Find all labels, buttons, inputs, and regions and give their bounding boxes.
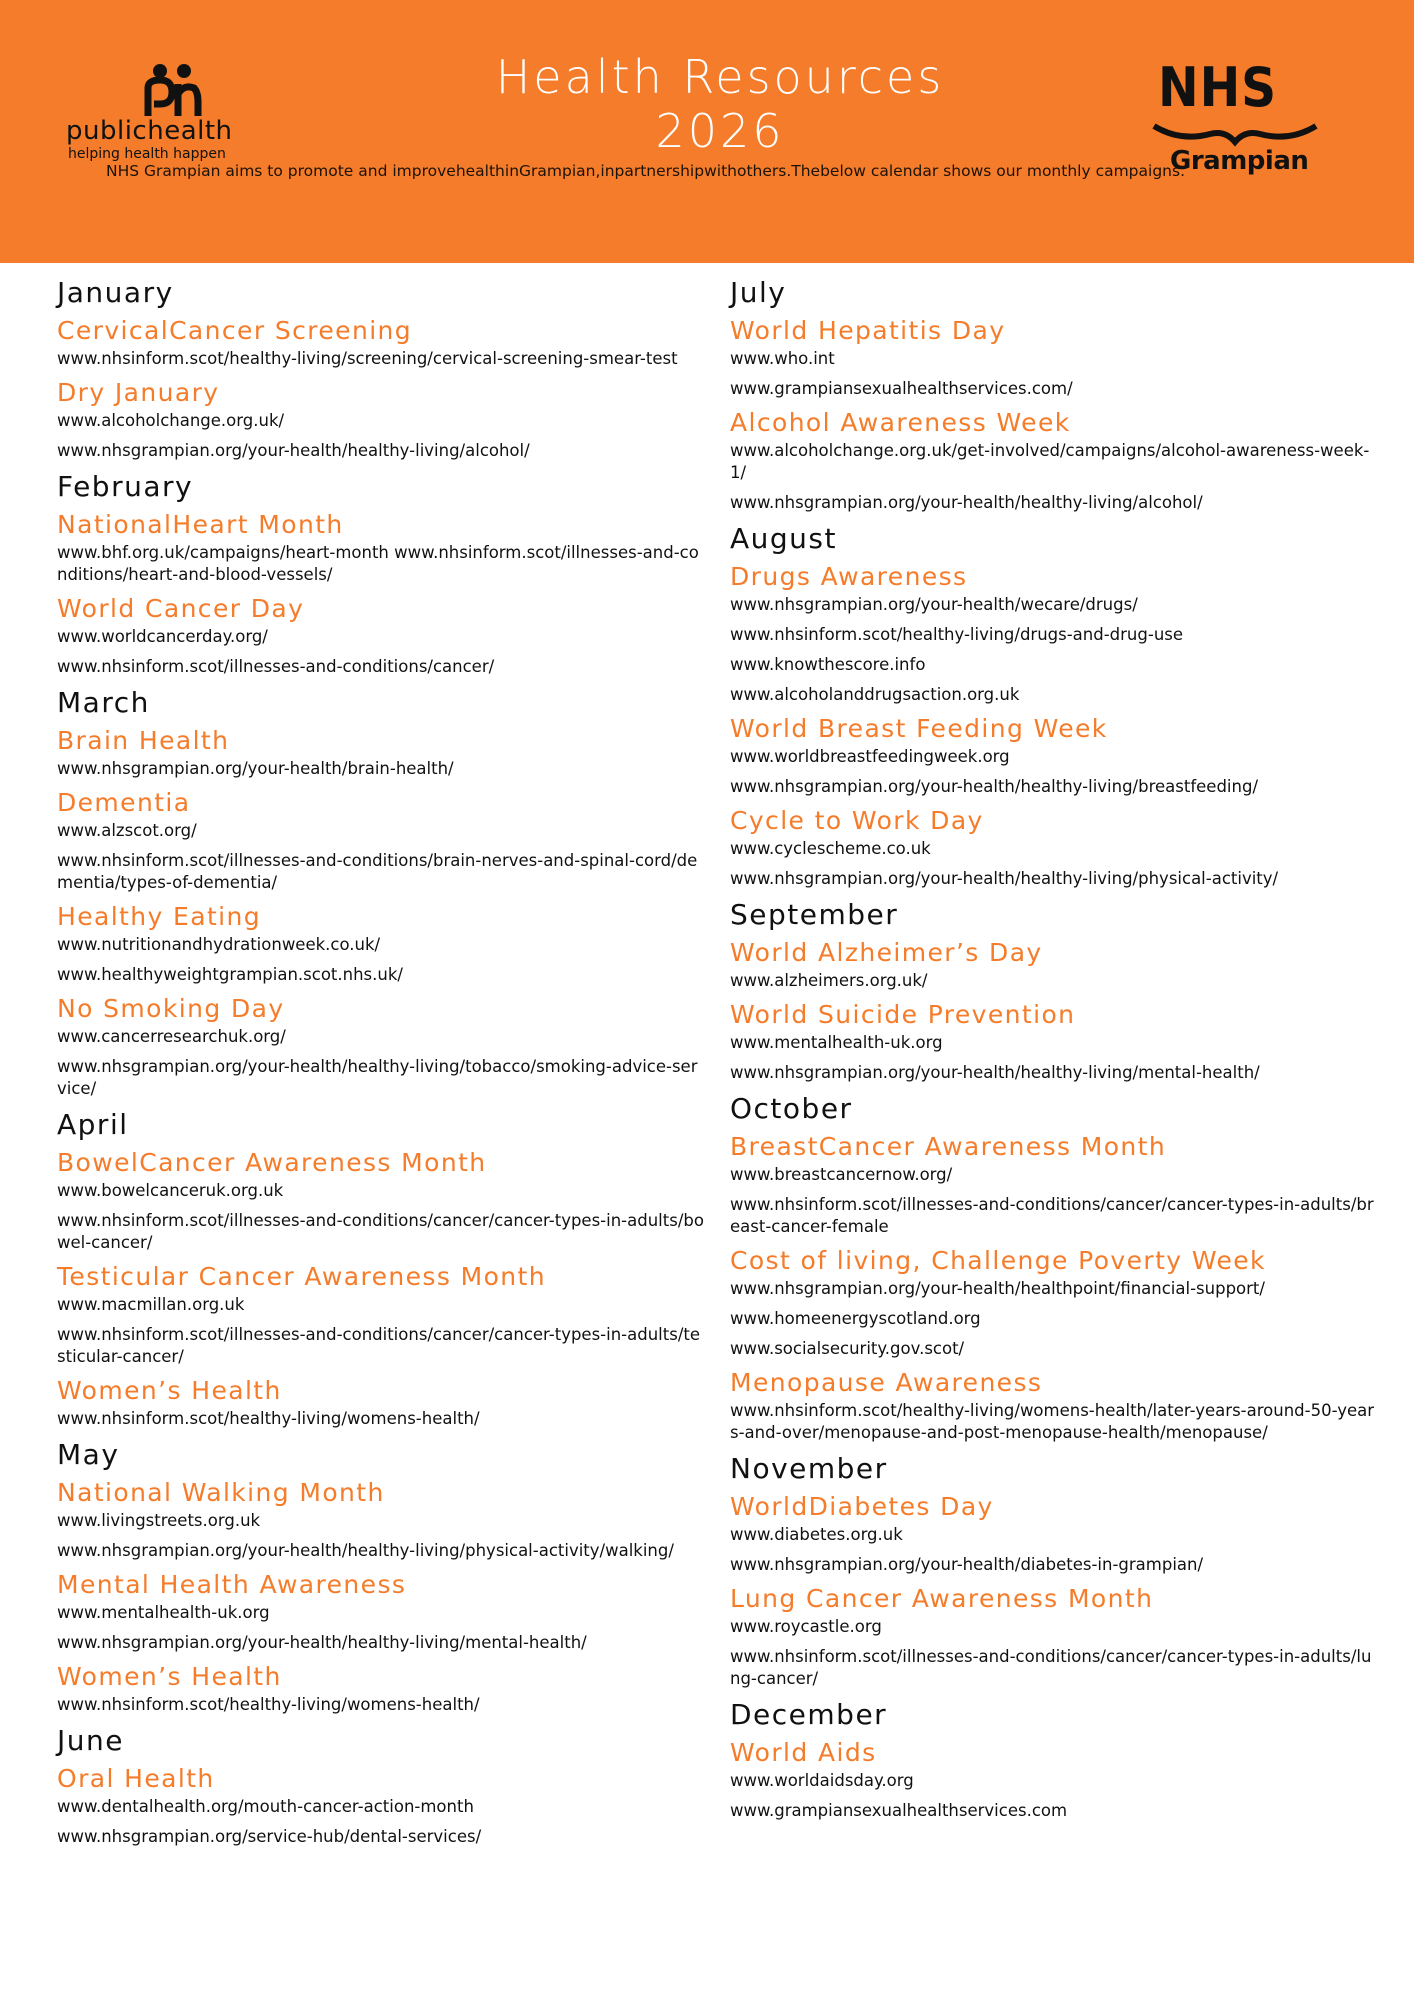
month-section — [57, 1724, 707, 1848]
resource-link[interactable]: www.alcoholchange.org.uk/ — [57, 411, 285, 430]
campaign-title: CervicalCancer Screening — [57, 316, 413, 345]
month-heading: November — [730, 1452, 888, 1485]
resource-link[interactable]: www.nhsgrampian.org/your-health/diabetes-in-grampian/ — [730, 1555, 1204, 1574]
resource-link[interactable]: www.nhsgrampian.org/your-health/healthy-living/mental-health/ — [57, 1633, 587, 1652]
month-heading: October — [730, 1092, 853, 1125]
month-section — [730, 898, 1380, 1084]
month-section — [730, 1698, 1380, 1822]
resource-link[interactable]: www.nhsgrampian.org/your-health/healthy-living/alcohol/ — [57, 441, 530, 460]
resource-link[interactable]: www.nhsinform.scot/illnesses-and-conditions/cancer/cancer-types-in-adults/bowel-cancer/ — [57, 1211, 704, 1252]
month-section — [730, 1452, 1380, 1690]
month-section — [57, 686, 707, 1100]
campaign-title: World Suicide Prevention — [730, 1000, 1076, 1029]
resource-link[interactable]: www.alcoholchange.org.uk/get-involved/campaigns/alcohol-awareness-week-1/ — [730, 441, 1370, 482]
campaign-title: No Smoking Day — [57, 994, 285, 1023]
resource-link[interactable]: www.nhsinform.scot/illnesses-and-conditions/cancer/cancer-types-in-adults/testicular-cancer/ — [57, 1325, 701, 1366]
month-heading: May — [57, 1438, 120, 1471]
campaign-title: World Hepatitis Day — [730, 316, 1006, 345]
campaign-title: Cycle to Work Day — [730, 806, 984, 835]
month-heading: August — [730, 522, 837, 555]
resource-link[interactable]: www.nhsinform.scot/illnesses-and-conditions/brain-nerves-and-spinal-cord/dementia/types-of-dementia/ — [57, 851, 698, 892]
campaign-title: Testicular Cancer Awareness Month — [57, 1262, 546, 1291]
campaign-title: Drugs Awareness — [730, 562, 968, 591]
campaign-title: Healthy Eating — [57, 902, 262, 931]
campaign-title: Oral Health — [57, 1764, 215, 1793]
nhs-wordmark: NHS — [1158, 56, 1278, 119]
left-column — [57, 272, 707, 1856]
month-section — [57, 470, 707, 678]
resource-link[interactable]: www.grampiansexualhealthservices.com — [730, 1801, 1068, 1820]
month-heading: February — [57, 470, 194, 503]
resource-link[interactable]: www.socialsecurity.gov.scot/ — [730, 1339, 965, 1358]
resource-link[interactable]: www.nhsgrampian.org/your-health/healthy-living/physical-activity/walking/ — [57, 1541, 674, 1560]
campaign-title: NationalHeart Month — [57, 510, 344, 539]
resource-link[interactable]: www.worldbreastfeedingweek.org — [730, 747, 1010, 766]
resource-link[interactable]: www.nhsinform.scot/illnesses-and-conditions/cancer/ — [57, 657, 495, 676]
right-column — [730, 272, 1380, 1830]
public-health-logo — [66, 62, 286, 162]
nhs-region-name: Grampian — [1170, 146, 1309, 176]
campaign-title: BreastCancer Awareness Month — [730, 1132, 1167, 1161]
resource-link[interactable]: www.homeenergyscotland.org — [730, 1309, 981, 1328]
intro-text: NHS Grampian aims to promote and improvehealthinGrampian,inpartnershipwithothers.Thebelow calendar shows our monthly campaigns. — [106, 162, 1185, 180]
campaign-title: World Alzheimer’s Day — [730, 938, 1043, 967]
resource-link[interactable]: www.nhsinform.scot/healthy-living/drugs-and-drug-use — [730, 625, 1184, 644]
month-heading: June — [57, 1724, 124, 1757]
resource-link[interactable]: www.nhsgrampian.org/service-hub/dental-services/ — [57, 1827, 482, 1846]
resource-link[interactable]: www.dentalhealth.org/mouth-cancer-action-month — [57, 1797, 474, 1816]
campaign-title: Women’s Health — [57, 1376, 282, 1405]
campaign-title: WorldDiabetes Day — [730, 1492, 994, 1521]
resource-link[interactable]: www.macmillan.org.uk — [57, 1295, 245, 1314]
month-section — [730, 1092, 1380, 1444]
resource-link[interactable]: www.nutritionandhydrationweek.co.uk/ — [57, 935, 381, 954]
resource-link[interactable]: www.nhsgrampian.org/your-health/healthy-living/tobacco/smoking-advice-service/ — [57, 1057, 698, 1098]
resource-link[interactable]: www.nhsgrampian.org/your-health/healthy-living/physical-activity/ — [730, 869, 1279, 888]
resource-link[interactable]: www.grampiansexualhealthservices.com/ — [730, 379, 1073, 398]
resource-link[interactable]: www.cyclescheme.co.uk — [730, 839, 931, 858]
nhs-logo — [1150, 56, 1320, 176]
resource-link[interactable]: www.nhsgrampian.org/your-health/healthy-living/mental-health/ — [730, 1063, 1260, 1082]
campaign-title: World Aids — [730, 1738, 877, 1767]
campaign-title: Women’s Health — [57, 1662, 282, 1691]
resource-link[interactable]: www.roycastle.org — [730, 1617, 882, 1636]
month-section — [57, 1438, 707, 1716]
campaign-title: World Cancer Day — [57, 594, 305, 623]
resource-link[interactable]: www.alcoholanddrugsaction.org.uk — [730, 685, 1020, 704]
resource-link[interactable]: www.diabetes.org.uk — [730, 1525, 903, 1544]
resource-link[interactable]: www.nhsinform.scot/healthy-living/womens-health/ — [57, 1695, 480, 1714]
resource-link[interactable]: www.bhf.org.uk/campaigns/heart-month www.nhsinform.scot/illnesses-and-conditions/heart-and-blood-vessels/ — [57, 543, 699, 584]
resource-link[interactable]: www.livingstreets.org.uk — [57, 1511, 261, 1530]
resource-link[interactable]: www.nhsinform.scot/healthy-living/screening/cervical-screening-smear-test — [57, 349, 678, 368]
campaign-title: National Walking Month — [57, 1478, 385, 1507]
resource-link[interactable]: www.mentalhealth-uk.org — [730, 1033, 943, 1052]
resource-link[interactable]: www.nhsgrampian.org/your-health/brain-health/ — [57, 759, 454, 778]
header-band — [0, 0, 1414, 263]
resource-link[interactable]: www.nhsgrampian.org/your-health/healthy-living/alcohol/ — [730, 493, 1203, 512]
public-health-tagline: helping health happen — [68, 146, 226, 162]
month-heading: March — [57, 686, 150, 719]
month-section — [57, 276, 707, 462]
resource-link[interactable]: www.alzheimers.org.uk/ — [730, 971, 928, 990]
resource-link[interactable]: www.worldcancerday.org/ — [57, 627, 268, 646]
campaign-title: Brain Health — [57, 726, 230, 755]
campaign-title: Menopause Awareness — [730, 1368, 1043, 1397]
page-title: Health Resources 2026 — [495, 50, 945, 158]
month-section — [57, 1108, 707, 1430]
campaign-title: Mental Health Awareness — [57, 1570, 407, 1599]
resource-link[interactable]: www.cancerresearchuk.org/ — [57, 1027, 286, 1046]
resource-link[interactable]: www.nhsinform.scot/healthy-living/womens-health/later-years-around-50-years-and-over/menopause-and-post-menopause-health/menopause/ — [730, 1401, 1375, 1442]
campaign-title: Cost of living, Challenge Poverty Week — [730, 1246, 1266, 1275]
resource-link[interactable]: www.nhsinform.scot/illnesses-and-conditions/cancer/cancer-types-in-adults/lung-cancer/ — [730, 1647, 1372, 1688]
resource-link[interactable]: www.nhsinform.scot/illnesses-and-conditions/cancer/cancer-types-in-adults/breast-cancer-female — [730, 1195, 1374, 1236]
people-icon — [138, 62, 208, 116]
month-heading: January — [57, 276, 174, 309]
month-section — [730, 522, 1380, 890]
campaign-title: Alcohol Awareness Week — [730, 408, 1071, 437]
campaign-title: BowelCancer Awareness Month — [57, 1148, 487, 1177]
resource-link[interactable]: www.breastcancernow.org/ — [730, 1165, 953, 1184]
month-section — [730, 276, 1380, 514]
resource-link[interactable]: www.bowelcanceruk.org.uk — [57, 1181, 284, 1200]
month-heading: September — [730, 898, 899, 931]
campaign-title: Dry January — [57, 378, 220, 407]
resource-link[interactable]: www.nhsgrampian.org/your-health/wecare/drugs/ — [730, 595, 1138, 614]
resource-link[interactable]: www.worldaidsday.org — [730, 1771, 914, 1790]
month-heading: April — [57, 1108, 129, 1141]
resource-link[interactable]: www.knowthescore.info — [730, 655, 926, 674]
campaign-title: Dementia — [57, 788, 191, 817]
resource-link[interactable]: www.healthyweightgrampian.scot.nhs.uk/ — [57, 965, 403, 984]
month-heading: December — [730, 1698, 888, 1731]
campaign-title: World Breast Feeding Week — [730, 714, 1108, 743]
resource-link[interactable]: www.mentalhealth-uk.org — [57, 1603, 270, 1622]
resource-link[interactable]: www.nhsgrampian.org/your-health/healthpoint/financial-support/ — [730, 1279, 1265, 1298]
month-heading: July — [730, 276, 787, 309]
resource-link[interactable]: www.alzscot.org/ — [57, 821, 197, 840]
resource-link[interactable]: www.nhsgrampian.org/your-health/healthy-living/breastfeeding/ — [730, 777, 1258, 796]
campaign-title: Lung Cancer Awareness Month — [730, 1584, 1154, 1613]
public-health-wordmark: publichealth — [66, 116, 233, 146]
resource-link[interactable]: www.who.int — [730, 349, 835, 368]
resource-link[interactable]: www.nhsinform.scot/healthy-living/womens-health/ — [57, 1409, 480, 1428]
